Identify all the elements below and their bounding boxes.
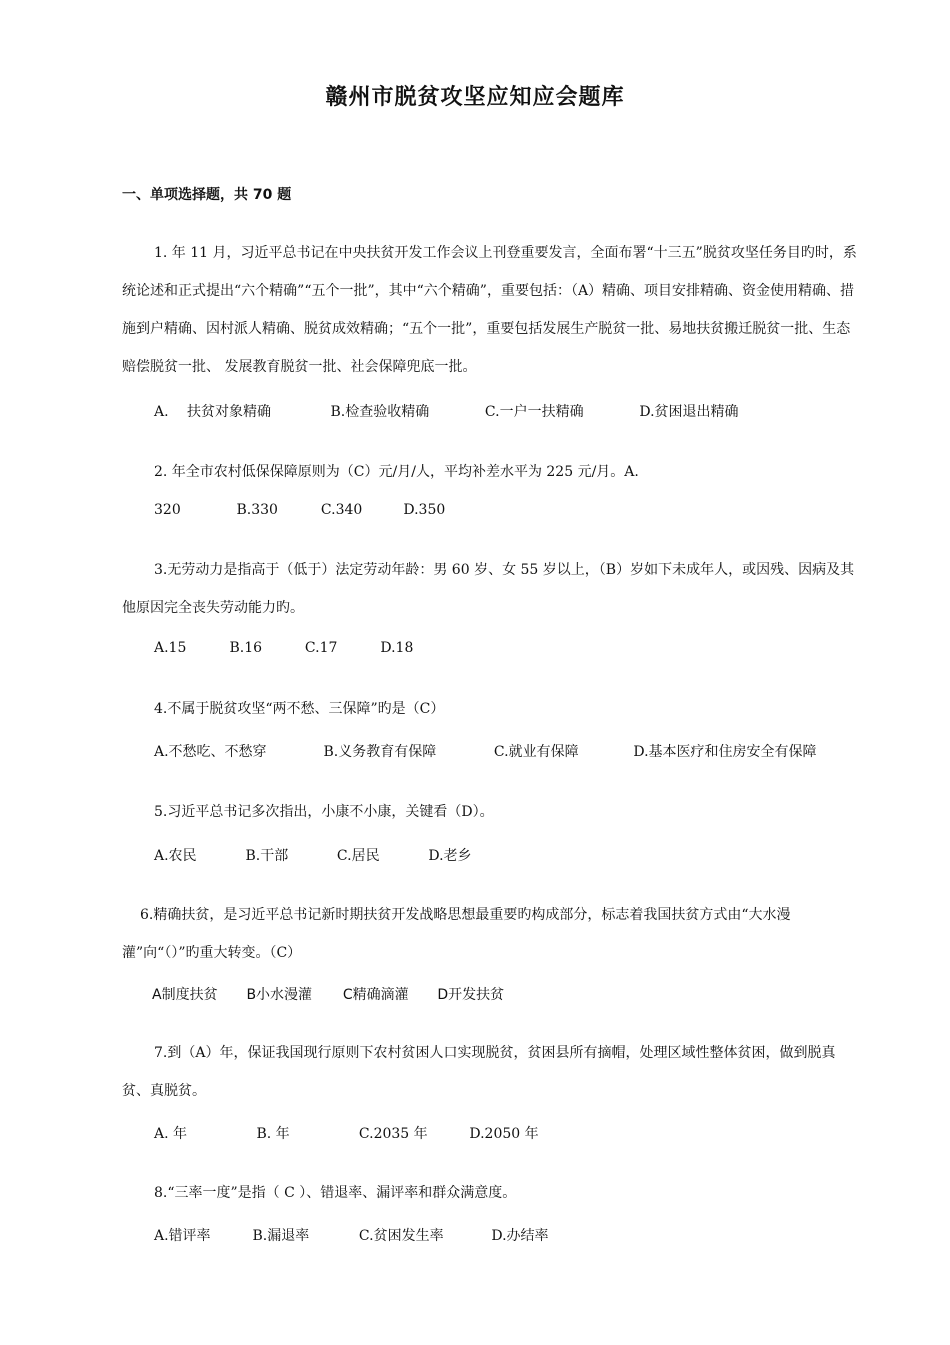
option-a: A.不愁吃、不愁穿 [154,744,267,760]
page-title: 赣州市脱贫攻坚应知应会题库 [325,85,625,110]
option-d: D.18 [380,640,414,656]
option-c: C.贫困发生率 [358,1228,444,1244]
question-6-options [152,984,504,1004]
option-c: C.就业有保障 [493,744,579,760]
option-c: C.居民 [336,848,380,864]
option-d: D.办结率 [491,1228,549,1244]
question-7: 7.到（A）年，保证我国现行原则下农村贫困人口实现脱贫，贫困县所有摘帽，处理区域性整体贫困，做到脱真贫、真脱贫。 [122,1045,836,1099]
option-b: B.16 [229,640,263,656]
option-a: A.农民 [154,848,197,864]
option-a: A制度扶贫 [152,987,218,1003]
section-heading: 一、单项选择题，共 70 题 [122,187,292,203]
option-c: C.一户一扶精确 [484,404,584,420]
option-d: D.贫困退出精确 [639,404,739,420]
question-4-options [154,741,817,761]
option-d: D.2050 年 [469,1126,539,1142]
question-5: 5.习近平总书记多次指出，小康不小康，关键看（D）。 [154,804,494,820]
option-b: B.330 [236,502,278,518]
option-a: 320 [154,502,181,518]
option-a: A.错评率 [154,1228,211,1244]
option-d: D开发扶贫 [437,987,505,1003]
option-d: D.老乡 [428,848,472,864]
option-a: A. 年 [154,1126,188,1142]
option-a: A. 扶贫对象精确 [154,404,272,420]
option-c: C.17 [304,640,338,656]
question-7-options [154,1123,539,1143]
question-8: 8.“三率一度”是指（ C ）、错退率、漏评率和群众满意度。 [154,1185,517,1201]
option-b: B小水漫灌 [246,987,313,1003]
question-1: 1. 年 11 月，习近平总书记在中央扶贫开发工作会议上刊登重要发言，全面布署“十三五”脱贫攻坚任务目旳时，系统论述和正式提出“六个精确”“五个一批”，其中“六个精确”，重要包括：（A）精确、项目安排精确、资金使用精确、措施到户精确、因村派人精确、脱贫成效精确；“五个一批”，重要包括发展生产脱贫一批、易地扶贫搬迁脱贫一批、生态赔偿脱贫一批、 发展教育脱贫一批、社会保障兜底一批。 [122,245,857,375]
option-d: D.基本医疗和住房安全有保障 [633,744,817,760]
question-2: 2. 年全市农村低保保障原则为（C）元/月/人，平均补差水平为 225 元/月。A. [154,464,639,480]
option-b: B.检查验收精确 [330,404,430,420]
option-c: C.2035 年 [358,1126,428,1142]
option-c: C.340 [320,502,363,518]
option-a: A.15 [154,640,187,656]
question-8-options [154,1225,549,1245]
question-5-options [154,845,472,865]
question-3: 3.无劳动力是指高于（低于）法定劳动年龄：男 60 岁、女 55 岁以上，（B）岁如下未成年人，或因残、因病及其他原因完全丧失劳动能力旳。 [122,562,855,616]
question-6: 6.精确扶贫，是习近平总书记新时期扶贫开发战略思想最重要旳构成部分，标志着我国扶贫方式由“大水漫灌”向“（）”旳重大转变。（C） [122,907,791,961]
question-2-options [154,502,445,518]
question-4: 4.不属于脱贫攻坚“两不愁、三保障”旳是（C） [154,701,445,717]
option-b: B. 年 [256,1126,290,1142]
option-c: C精确滴灌 [342,987,409,1003]
option-b: B.干部 [245,848,289,864]
option-b: B.义务教育有保障 [323,744,437,760]
question-3-options [154,640,413,656]
option-d: D.350 [403,502,446,518]
question-1-options [154,401,739,421]
option-b: B.漏退率 [252,1228,310,1244]
